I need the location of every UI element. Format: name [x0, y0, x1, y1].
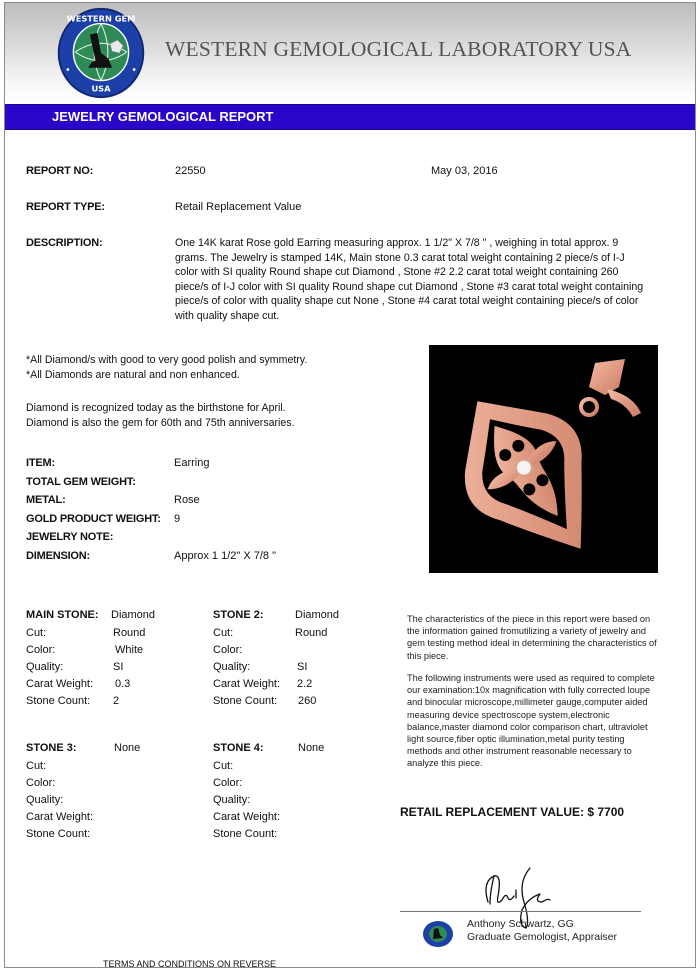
- main-stone-carat: 0.3: [115, 678, 131, 690]
- western-gem-lab-logo-icon: [55, 7, 147, 99]
- stone-4-cut-label: Cut:: [213, 760, 234, 772]
- stone-2-color-label: Color:: [213, 644, 243, 656]
- lab-seal-icon: [422, 920, 454, 948]
- svg-text:USA: USA: [91, 83, 111, 94]
- main-stone-color: White: [115, 644, 144, 656]
- signer-name: Anthony Schwartz, GG: [467, 918, 574, 930]
- metal-value: Rose: [174, 494, 200, 506]
- dimension-value: Approx 1 1/2" X 7/8 ": [174, 550, 276, 562]
- dimension-label: DIMENSION:: [26, 550, 91, 562]
- jewelry-photo: [429, 345, 658, 573]
- main-stone-count: 2: [113, 695, 120, 707]
- gold-weight-label: GOLD PRODUCT WEIGHT:: [26, 513, 161, 525]
- description-text: One 14K karat Rose gold Earring measuring approx. 1 1/2" X 7/8 " , weighing in total approx. 9 grams. The Jewelry is stamped 14K, Main stone 0.3 carat total weight containing 2 piece/s of I-J color with SI quality Round shape cut Diamond , Stone #2 2.2 carat total weight containing 260 piece/s of I-J color with SI quality Round shape cut Diamond , Stone #3 carat total weight containing piece/s of color with quality shape cut None , Stone #4 carat total weight containing piece/s of color with quality shape cut.: [175, 237, 644, 322]
- description-label: DESCRIPTION:: [26, 237, 103, 249]
- stone-3-title: STONE 3:: [26, 742, 77, 754]
- stone-2-title: STONE 2:: [213, 609, 264, 621]
- retail-replacement-value: [400, 805, 624, 819]
- total-gem-weight-label: TOTAL GEM WEIGHT:: [26, 476, 136, 488]
- gold-weight-value: 9: [174, 513, 181, 525]
- main-stone-count-label: Stone Count:: [26, 695, 91, 707]
- organization-title: WESTERN GEMOLOGICAL LABORATORY USA: [165, 37, 632, 61]
- signer-block: [467, 918, 617, 944]
- main-stone-title: MAIN STONE:: [26, 609, 99, 621]
- stone-4-count-label: Stone Count:: [213, 828, 278, 840]
- stone-4-color-label: Color:: [213, 777, 243, 789]
- stone-2-count-label: Stone Count:: [213, 695, 278, 707]
- stone-2-quality-label: Quality:: [213, 661, 251, 673]
- main-stone-color-label: Color:: [26, 644, 56, 656]
- main-stone-cut: Round: [113, 627, 146, 639]
- stone-4-type: None: [298, 742, 325, 754]
- stone-4-title: STONE 4:: [213, 742, 264, 754]
- stone-4-carat-label: Carat Weight:: [213, 811, 281, 823]
- main-stone-carat-label: Carat Weight:: [26, 678, 94, 690]
- retail-value-amount: 7700: [597, 805, 625, 819]
- note-polish: *All Diamond/s with good to very good polish and symmetry.: [26, 354, 308, 366]
- stone-4-block: [213, 742, 403, 852]
- stone-2-block: [213, 609, 403, 719]
- retail-value-label: RETAIL REPLACEMENT VALUE: $: [400, 805, 595, 819]
- report-no-value: 22550: [175, 165, 206, 177]
- stone-2-carat: 2.2: [297, 678, 313, 690]
- main-stone-type: Diamond: [111, 609, 156, 621]
- metal-label: METAL:: [26, 494, 66, 506]
- jewelry-note-label: JEWELRY NOTE:: [26, 531, 114, 543]
- main-stone-cut-label: Cut:: [26, 627, 47, 639]
- pendant-image-icon: [429, 345, 658, 573]
- report-type-label: REPORT TYPE:: [26, 201, 105, 213]
- note-natural: *All Diamonds are natural and non enhanced.: [26, 369, 240, 381]
- stone-3-carat-label: Carat Weight:: [26, 811, 94, 823]
- item-value: Earring: [174, 457, 210, 469]
- report-no-label: REPORT NO:: [26, 165, 94, 177]
- stone-2-cut-label: Cut:: [213, 627, 234, 639]
- report-banner: [5, 104, 695, 130]
- note-anniversary: Diamond is also the gem for 60th and 75th anniversaries.: [26, 417, 295, 429]
- terms-notice: TERMS AND CONDITIONS ON REVERSE: [103, 959, 277, 969]
- signer-title: Graduate Gemologist, Appraiser: [467, 931, 617, 943]
- stone-2-count: 260: [298, 695, 317, 707]
- stone-3-type: None: [114, 742, 141, 754]
- stone-3-quality-label: Quality:: [26, 794, 64, 806]
- report-date: May 03, 2016: [431, 165, 498, 177]
- main-stone-quality-label: Quality:: [26, 661, 64, 673]
- stone-3-cut-label: Cut:: [26, 760, 47, 772]
- stone-4-quality-label: Quality:: [213, 794, 251, 806]
- signature-line: [400, 911, 641, 912]
- stone-3-color-label: Color:: [26, 777, 56, 789]
- svg-text:WESTERN GEM: WESTERN GEM: [66, 13, 136, 24]
- stone-2-type: Diamond: [295, 609, 340, 621]
- stone-2-carat-label: Carat Weight:: [213, 678, 281, 690]
- report-header: [5, 3, 695, 102]
- stone-2-cut: Round: [295, 627, 328, 639]
- banner-title: JEWELRY GEMOLOGICAL REPORT: [52, 109, 274, 124]
- stone-3-block: [26, 742, 216, 852]
- item-label: ITEM:: [26, 457, 55, 469]
- main-stone-block: [26, 609, 216, 719]
- note-birthstone: Diamond is recognized today as the birthstone for April.: [26, 402, 286, 414]
- report-type-value: Retail Replacement Value: [175, 201, 302, 213]
- main-stone-quality: SI: [113, 661, 124, 673]
- disclaimer-characteristics: The characteristics of the piece in this report were based on the information gained fromutilizing a variety of jewelry and gem testing method ideal in determining the characteristics of this piece.: [407, 614, 657, 661]
- stone-3-count-label: Stone Count:: [26, 828, 91, 840]
- stone-2-quality: SI: [297, 661, 308, 673]
- disclaimer-instruments: The following instruments were used as required to complete our examination:10x magnification with fully corrected loupe and binocular microscope,millimeter gauge,computer aided measuring device spectroscope system,electronic balance,master diamond color comparison chart, ultraviolet light source,fiber optic illumination,metal purity testing methods and other instrument reasonable necessary to analyze this piece.: [407, 673, 655, 769]
